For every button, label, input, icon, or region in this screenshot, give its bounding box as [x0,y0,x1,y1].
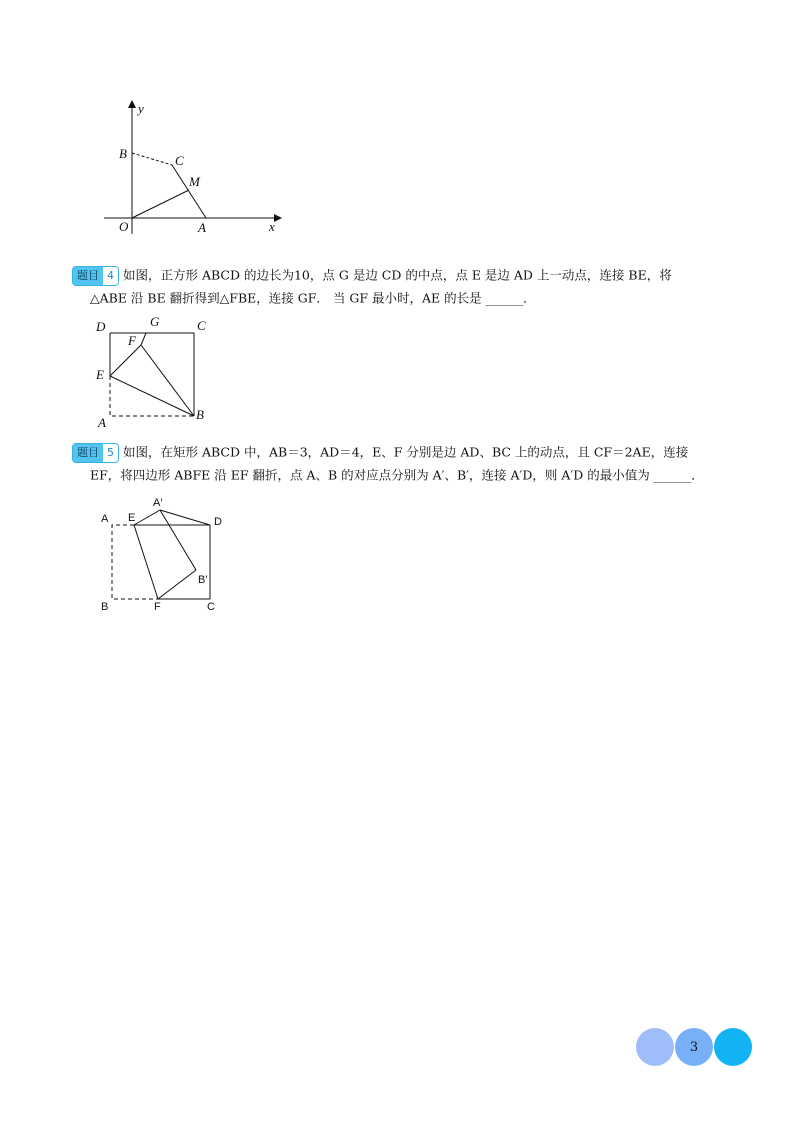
problem-5-tag-number: 5 [103,444,118,462]
segment-ea-prime [134,510,160,525]
problem-4 [72,264,722,309]
segment-bc-dashed [132,153,172,165]
problem-5-text-1: 如图，在矩形 ABCD 中，AB＝3，AD＝4，E、F 分别是边 AD、BC 上的动点，且 CF＝2AE，连接 [123,444,689,460]
square-figure [90,312,220,430]
label-d: D [214,516,222,528]
page-badge-circle-middle [675,1028,713,1066]
page-badge-circle-right [714,1028,752,1066]
label-b-prime: B′ [198,574,208,586]
label-c: C [197,318,206,333]
problem-5 [72,441,722,486]
square-figure-svg [90,312,220,430]
page-number: 3 [689,1039,699,1055]
problem-5-tag [72,443,119,463]
label-f: F [154,601,161,613]
label-a: A [198,220,206,235]
label-c: C [175,153,184,168]
problem-4-tag [72,266,119,286]
square-solid-sides [110,333,194,416]
segment-ef [110,345,141,376]
label-m: M [189,174,200,189]
segment-fb [141,345,194,416]
segment-b-prime-f [158,570,196,599]
label-f: F [128,333,136,348]
rectangle-figure [96,492,241,618]
problem-5-text-2: EF，将四边形 ABFE 沿 EF 翻折，点 A、B 的对应点分别为 A′、B′，连接 A′D，则 A′D 的最小值为 ______． [90,467,704,482]
segment-gf [141,333,146,345]
label-c: C [207,601,215,613]
problem-4-text-1: 如图，正方形 ABCD 的边长为10，点 G 是边 CD 的中点，点 E 是边 AD 上一动点，连接 BE，将 [123,267,672,283]
label-e: E [96,367,104,382]
rectangle-figure-svg [96,492,241,618]
label-a-prime: A′ [153,497,163,509]
label-x: x [269,219,275,234]
segment-ef [134,525,158,599]
label-a: A [101,513,109,525]
problem-5-line-2 [72,464,722,487]
label-b: B [101,601,109,613]
label-e: E [128,512,136,524]
segment-eb [110,376,194,416]
label-o: O [119,219,129,234]
label-d: D [96,319,106,334]
problem-4-line-2 [72,287,722,310]
page-badge-circle-left [636,1028,674,1066]
problem-4-line-1 [72,264,722,287]
page-number-badge [636,1028,752,1066]
problem-4-tag-label: 题目 [73,267,103,285]
problem-4-tag-number: 4 [103,267,118,285]
label-g: G [150,314,160,329]
label-a: A [98,415,106,430]
problem-5-line-1 [72,441,722,464]
rect-dashed-sides [112,525,158,599]
segment-ca [172,165,206,218]
label-y: y [138,101,144,116]
segment-om [132,190,189,218]
problem-5-tag-label: 题目 [73,444,103,462]
label-b: B [196,407,204,422]
problem-4-text-2: △ABE 沿 BE 翻折得到△FBE，连接 GF． 当 GF 最小时，AE 的长是 ______． [90,290,536,305]
label-b: B [119,146,127,161]
coordinate-figure-svg [100,98,290,238]
coordinate-figure [100,98,290,238]
